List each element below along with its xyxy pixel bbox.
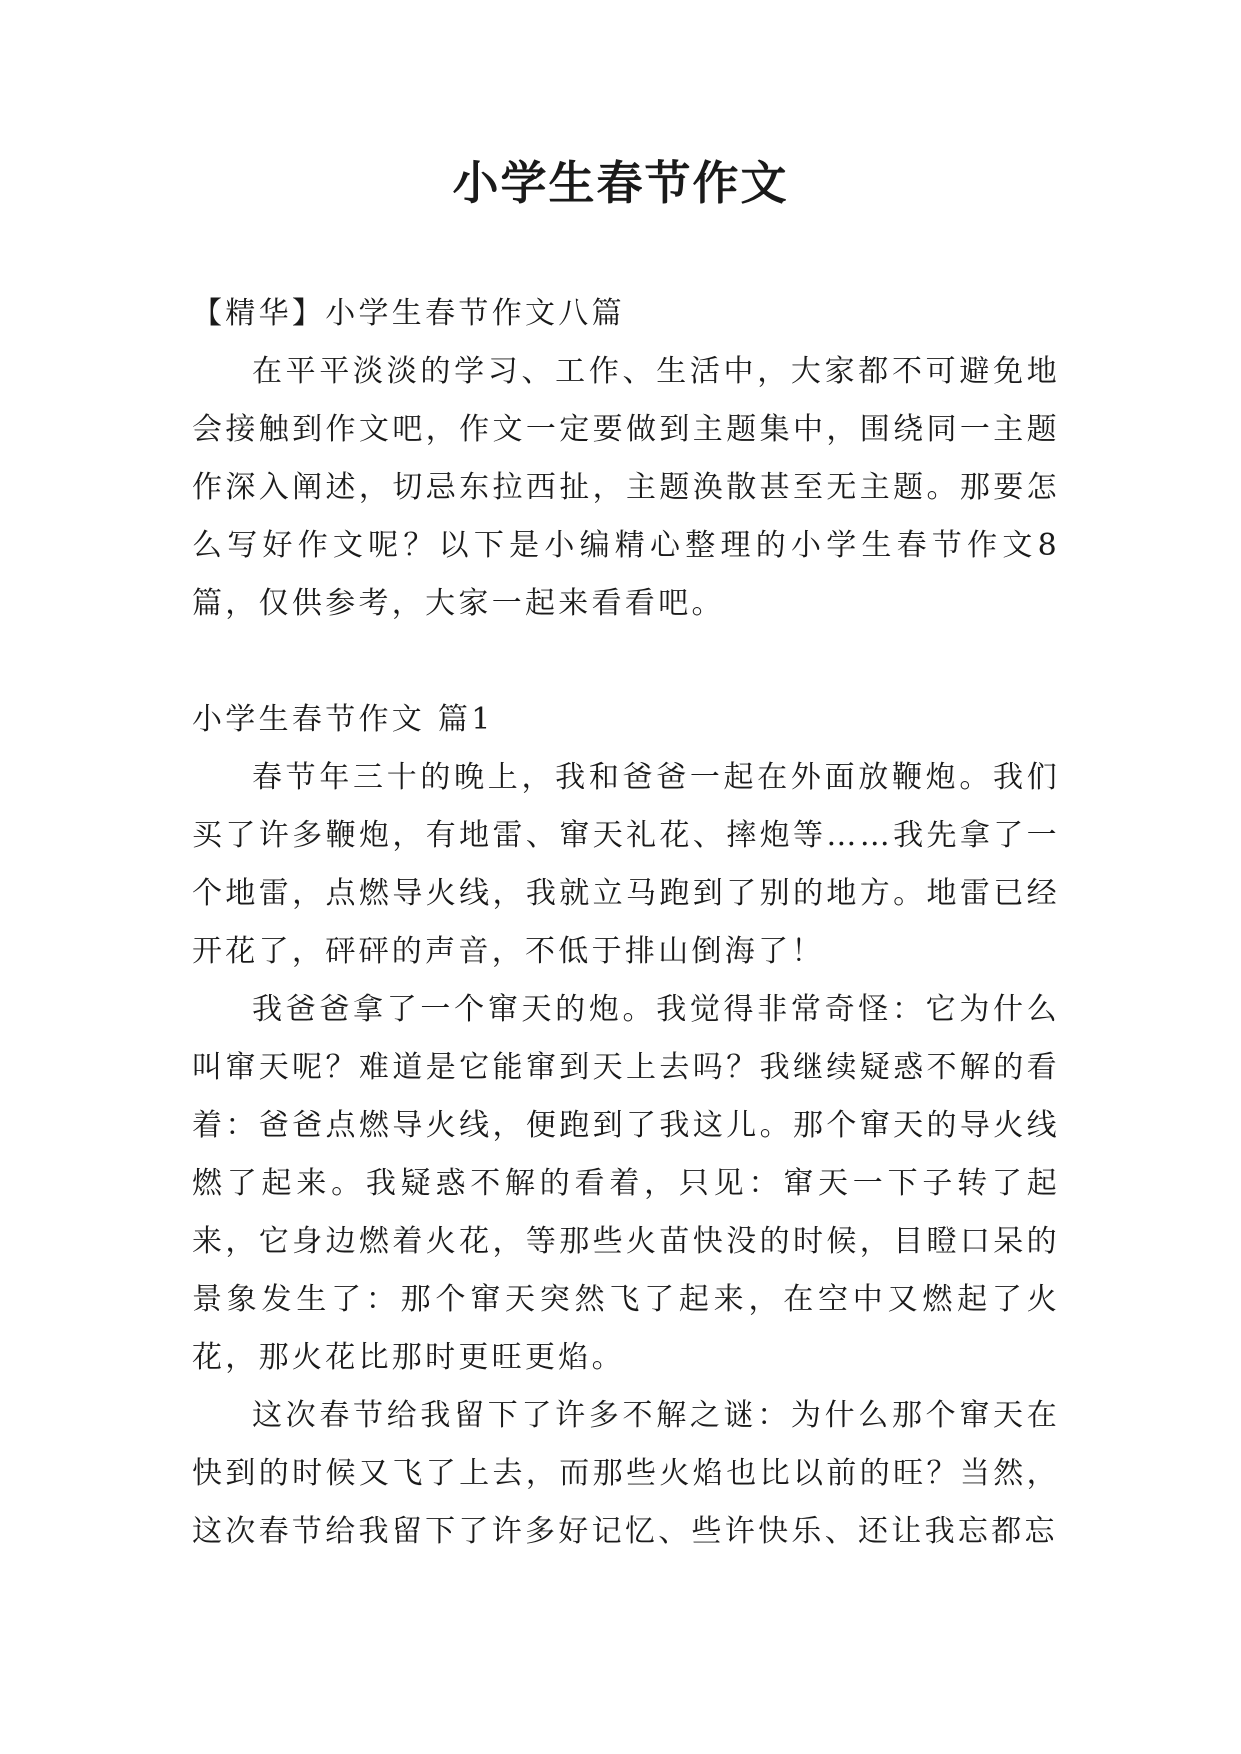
section-heading: 小学生春节作文 篇1 <box>192 702 494 737</box>
essay-paragraph-2: 我爸爸拿了一个窜天的炮。我觉得非常奇怪：它为什么叫窜天呢？难道是它能窜到天上去吗？我继续疑惑不解的看着：爸爸点燃导火线，便跑到了我这儿。那个窜天的导火线燃了起来。我疑惑不解的看着，只见：窜天一下子转了起来，它身边燃着火花，等那些火苗快没的时候，目瞪口呆的景象发生了：那个窜天突然飞了起来，在空中又燃起了火花，那火花比那时更旺更焰。 <box>192 992 1060 1375</box>
section-spacer <box>192 633 1060 691</box>
document-subtitle: 【精华】小学生春节作文八篇 <box>192 296 625 331</box>
document-title: 小学生春节作文 <box>452 156 789 210</box>
essay-paragraph-3: 这次春节给我留下了许多不解之谜：为什么那个窜天在快到的时候又飞了上去，而那些火焰也比以前的旺？当然，这次春节给我留下了许多好记忆、些许快乐、还让我忘都忘 <box>192 1398 1060 1549</box>
intro-paragraph: 在平平淡淡的学习、工作、生活中，大家都不可避免地会接触到作文吧，作文一定要做到主题集中，围绕同一主题作深入阐述，切忌东拉西扯，主题涣散甚至无主题。那要怎么写好作文呢？以下是小编精心整理的小学生春节作文8篇，仅供参考，大家一起来看看吧。 <box>192 354 1060 621</box>
essay-paragraph-1: 春节年三十的晚上，我和爸爸一起在外面放鞭炮。我们买了许多鞭炮，有地雷、窜天礼花、摔炮等……我先拿了一个地雷，点燃导火线，我就立马跑到了别的地方。地雷已经开花了，砰砰的声音，不低于排山倒海了！ <box>192 760 1060 969</box>
document-body <box>192 285 1060 1561</box>
